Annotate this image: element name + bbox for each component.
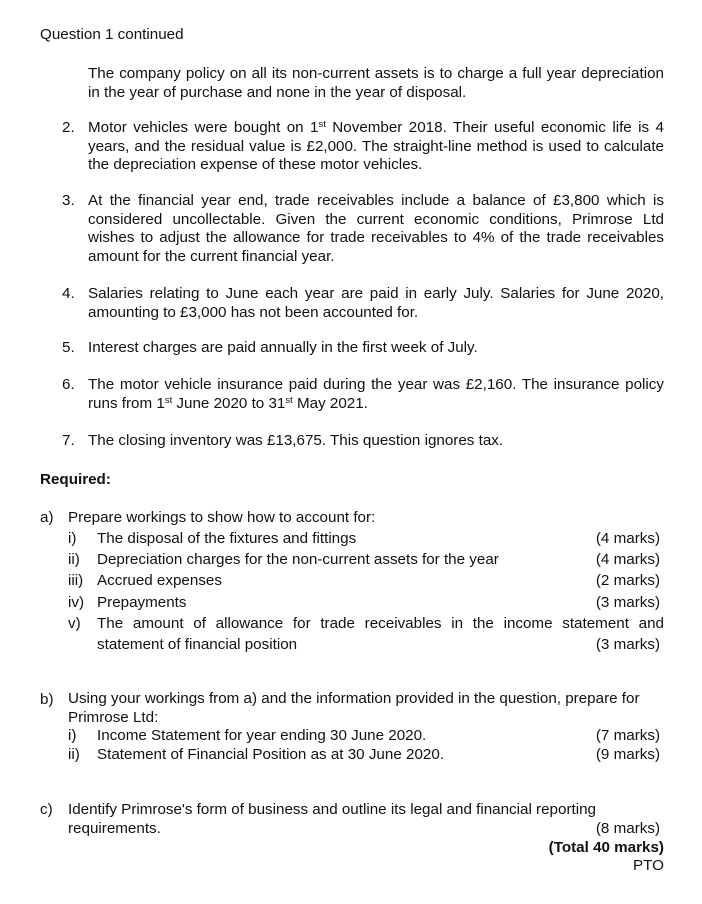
item-number: 2. [62,119,75,136]
item-number: 5. [62,339,75,356]
marks: (3 marks) [595,594,660,611]
item-text: Interest charges are paid annually in the first week of July. [88,339,478,356]
item-text: The closing inventory was £13,675. This question ignores tax. [88,432,504,449]
marks: (8 marks) [595,820,660,837]
total-marks: (Total 40 marks) [548,839,664,856]
page-header: Question 1 continued [40,26,184,43]
list-item [62,285,664,322]
part-b-intro: Using your workings from a) and the information provided in the question, prepare for Primrose Ltd: [68,690,640,726]
part-b-letter: b) [40,691,54,708]
part-a-letter: a) [40,509,54,526]
part-a-intro: Prepare workings to show how to account for: [68,509,376,526]
marks: (9 marks) [595,746,660,763]
item-text: The motor vehicle insurance paid during the year was £2,160. The insurance policy runs from 1st June 2020 to 31st May 2021. [88,376,664,412]
item-number: 3. [62,192,75,209]
marks: (4 marks) [595,530,660,547]
marks: (3 marks) [595,636,660,653]
marks: (4 marks) [595,551,660,568]
item-number: 7. [62,432,75,449]
item-text: At the financial year end, trade receivables include a balance of £3,800 which is considered uncollectable. Given the current economic conditions, Primrose Ltd wishes to adjust the allowance for trade receivables to 4% of the trade receivables amount for the current financial year. [88,192,664,265]
list-item [62,376,664,413]
part-c-line1: Identify Primrose's form of business and outline its legal and financial reporting [68,801,596,818]
list-item [62,432,664,451]
part-c-letter: c) [40,801,53,818]
list-item [62,339,664,358]
item-text: Salaries relating to June each year are paid in early July. Salaries for June 2020, amounting to £3,000 has not been accounted for. [88,285,664,321]
list-item [62,192,664,266]
list-item [62,119,664,175]
item-text: Motor vehicles were bought on 1st November 2018. Their useful economic life is 4 years, and the residual value is £2,000. The straight-line method is used to calculate the depreciation expense of these motor vehicles. [88,119,664,173]
required-heading: Required: [40,471,111,488]
marks: (2 marks) [595,572,660,589]
pto-label: PTO [633,857,664,874]
marks: (7 marks) [595,727,660,744]
item-number: 6. [62,376,75,393]
exam-page: Question 1 continued The company policy on all its non-current assets is to charge a full year depreciation in the year of purchase and none in the year of disposal. 2. Motor vehicles were bought on 1st November 2018. Their useful economic life is 4 years, and the residual value is £2,000. The straight-line method is used to calculate the depreciation expense of these motor vehicles. 3. At the financial year end, trade receivables include a balance of £3,800 which is considered uncollectable. Given the current economic conditions, Primrose Ltd wishes to adjust the allowance for trade receivables to 4% of the trade receivables amount for the current financial year. 4. Salaries relating to June each year are paid in early July. Salaries for June 2020, amounting to £3,000 has not been accounted for. 5. Interest charges are paid annually in the first week of July. 6. The motor vehicle insurance paid during the year was £2,160. The insurance policy runs from 1st June 2020 to 31st May 2021. 7. The closing inventory was £13,675. This question ignores tax. Required: a) Prepare workings to show how to account for: i) The disposal of the fixtures and fittings (4 marks) ii) Depreciation charges for the non-current assets for the year (4 marks) iii) Accrued expenses (2 marks) iv) Prepayments (3 marks) v) The amount of allowance for trade receivables in the income statement and statement of financial position (3 marks) b) Using your workings from a) and the information provided in the question, prepare for Primrose Ltd: i) Income Statement for year ending 30 June 2020. (7 marks) ii) Statement of Financial Position as at 30 June 2020. (9 marks) c) Identify Primrose's form of business and outline its legal and financial reporting requirements. (8 marks) (Total 40 marks) PTO [40,26,664,874]
depreciation-policy-text: The company policy on all its non-current assets is to charge a full year depreciation in the year of purchase and none in the year of disposal. [88,65,664,101]
item-number: 4. [62,285,75,302]
